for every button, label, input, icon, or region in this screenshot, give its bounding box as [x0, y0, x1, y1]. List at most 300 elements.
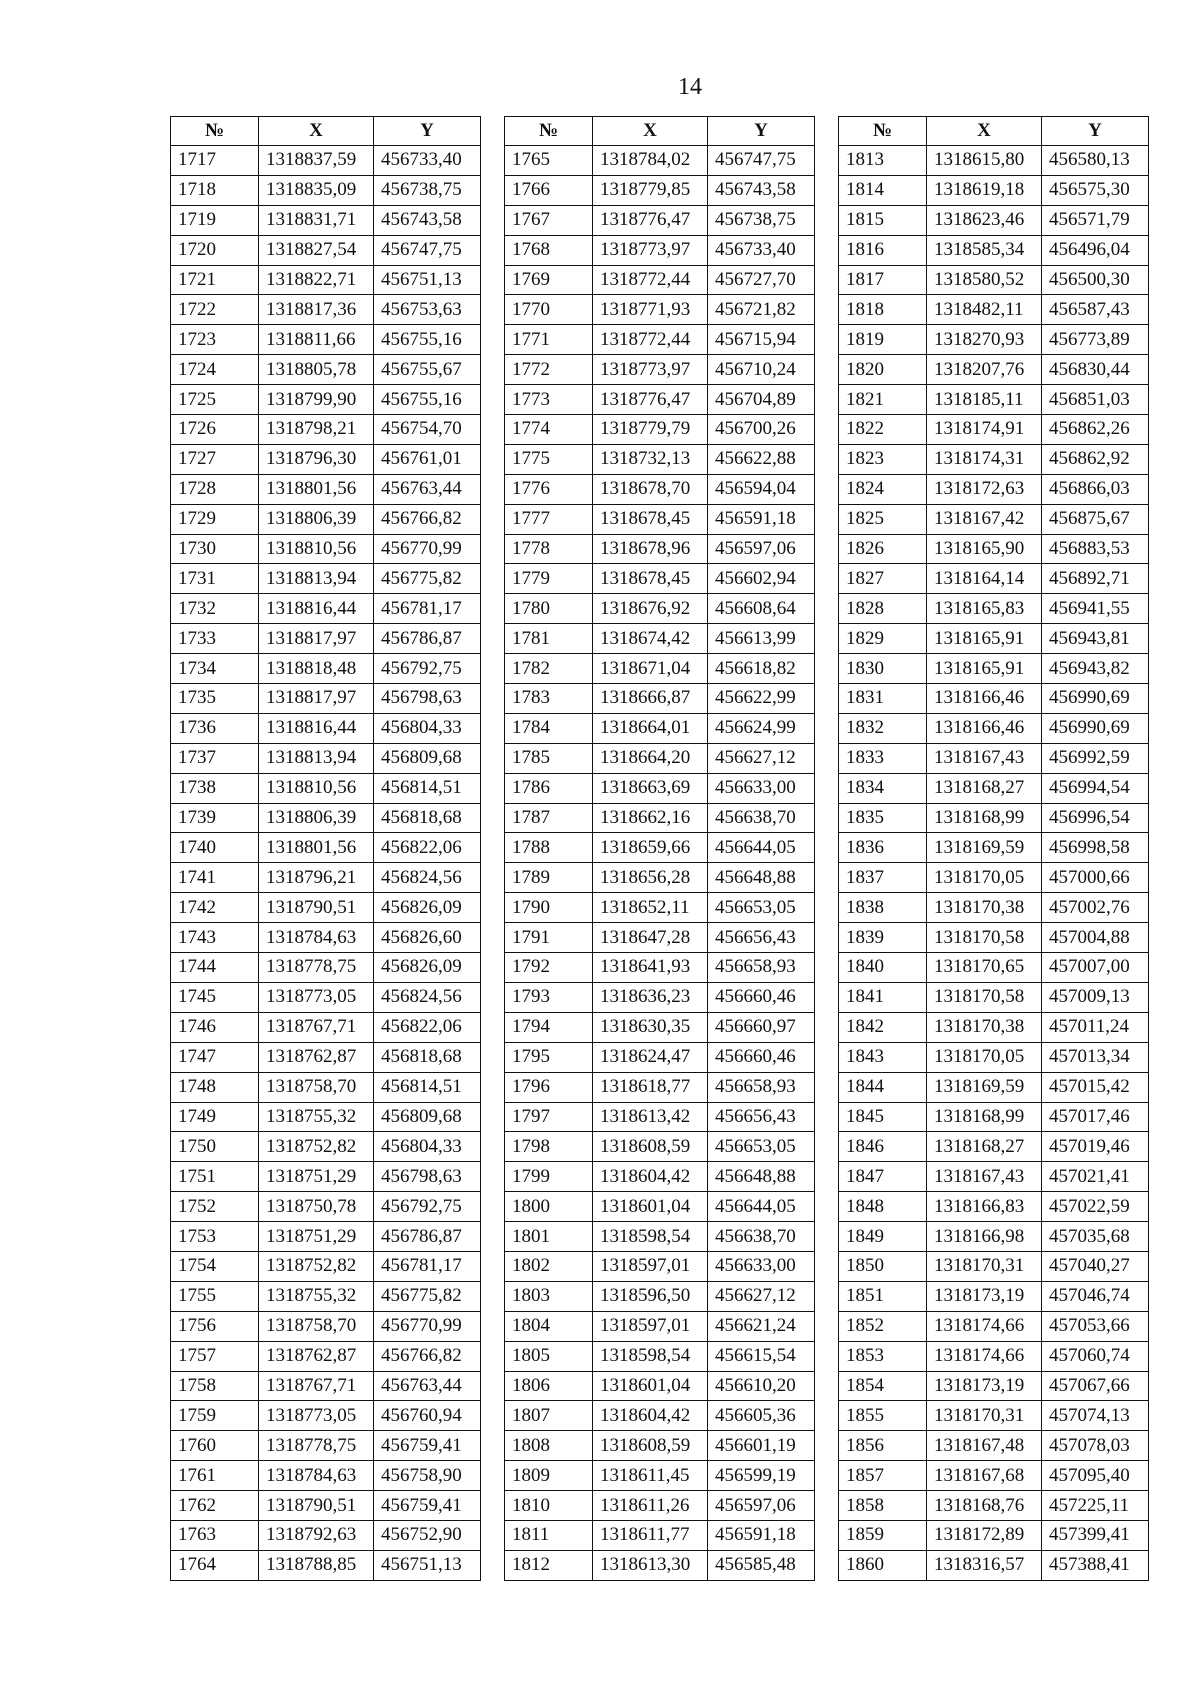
table-row: [171, 594, 481, 624]
header-x: X: [259, 117, 374, 146]
table-row: [171, 504, 481, 534]
table-row: [505, 624, 815, 654]
y-coordinate: 456747,75: [374, 235, 481, 265]
table-row: [171, 1012, 481, 1042]
y-coordinate: 457035,68: [1042, 1222, 1149, 1252]
table-row: [505, 1371, 815, 1401]
x-coordinate: 1318767,71: [259, 1371, 374, 1401]
table-row: [839, 713, 1149, 743]
point-number: 1843: [839, 1042, 927, 1072]
y-coordinate: 456710,24: [708, 355, 815, 385]
point-number: 1764: [171, 1550, 259, 1580]
point-number: 1801: [505, 1222, 593, 1252]
x-coordinate: 1318806,39: [259, 803, 374, 833]
x-coordinate: 1318169,59: [927, 1072, 1042, 1102]
point-number: 1762: [171, 1491, 259, 1521]
y-coordinate: 456792,75: [374, 654, 481, 684]
point-number: 1805: [505, 1341, 593, 1371]
y-coordinate: 456766,82: [374, 1341, 481, 1371]
x-coordinate: 1318779,79: [593, 415, 708, 445]
x-coordinate: 1318611,26: [593, 1491, 708, 1521]
y-coordinate: 456715,94: [708, 325, 815, 355]
point-number: 1799: [505, 1162, 593, 1192]
y-coordinate: 456851,03: [1042, 385, 1149, 415]
y-coordinate: 456883,53: [1042, 534, 1149, 564]
y-coordinate: 456700,26: [708, 415, 815, 445]
header-x: X: [927, 117, 1042, 146]
y-coordinate: 456743,58: [708, 175, 815, 205]
y-coordinate: 456597,06: [708, 534, 815, 564]
y-coordinate: 456781,17: [374, 1251, 481, 1281]
x-coordinate: 1318623,46: [927, 205, 1042, 235]
x-coordinate: 1318615,80: [927, 146, 1042, 176]
table-row: [839, 684, 1149, 714]
point-number: 1855: [839, 1401, 927, 1431]
table-row: [505, 355, 815, 385]
x-coordinate: 1318167,43: [927, 743, 1042, 773]
point-number: 1737: [171, 743, 259, 773]
header-y: Y: [708, 117, 815, 146]
y-coordinate: 456721,82: [708, 295, 815, 325]
table-row: [839, 146, 1149, 176]
table-row: [171, 773, 481, 803]
table-row: [171, 1431, 481, 1461]
table-row: [171, 1162, 481, 1192]
x-coordinate: 1318767,71: [259, 1012, 374, 1042]
point-number: 1746: [171, 1012, 259, 1042]
y-coordinate: 456763,44: [374, 1371, 481, 1401]
table-row: [839, 893, 1149, 923]
point-number: 1735: [171, 684, 259, 714]
point-number: 1816: [839, 235, 927, 265]
y-coordinate: 457004,88: [1042, 923, 1149, 953]
y-coordinate: 457225,11: [1042, 1491, 1149, 1521]
x-coordinate: 1318172,63: [927, 474, 1042, 504]
table-row: [171, 1251, 481, 1281]
table-row: [505, 1311, 815, 1341]
x-coordinate: 1318170,31: [927, 1251, 1042, 1281]
table-row: [839, 833, 1149, 863]
point-number: 1803: [505, 1281, 593, 1311]
table-row: [839, 265, 1149, 295]
y-coordinate: 456826,09: [374, 953, 481, 983]
y-coordinate: 456656,43: [708, 1102, 815, 1132]
point-number: 1728: [171, 474, 259, 504]
point-number: 1856: [839, 1431, 927, 1461]
y-coordinate: 456875,67: [1042, 504, 1149, 534]
y-coordinate: 456770,99: [374, 534, 481, 564]
x-coordinate: 1318784,63: [259, 1461, 374, 1491]
x-coordinate: 1318773,97: [593, 235, 708, 265]
point-number: 1785: [505, 743, 593, 773]
point-number: 1732: [171, 594, 259, 624]
point-number: 1827: [839, 564, 927, 594]
table-row: [171, 1550, 481, 1580]
x-coordinate: 1318166,83: [927, 1192, 1042, 1222]
y-coordinate: 456658,93: [708, 953, 815, 983]
x-coordinate: 1318752,82: [259, 1251, 374, 1281]
table-row: [171, 205, 481, 235]
table-row: [505, 923, 815, 953]
x-coordinate: 1318596,50: [593, 1281, 708, 1311]
table-row: [839, 803, 1149, 833]
table-row: [171, 1520, 481, 1550]
x-coordinate: 1318817,36: [259, 295, 374, 325]
table-row: [839, 1401, 1149, 1431]
coordinate-tables: [170, 116, 1150, 1596]
x-coordinate: 1318170,38: [927, 1012, 1042, 1042]
y-coordinate: 456943,81: [1042, 624, 1149, 654]
x-coordinate: 1318762,87: [259, 1042, 374, 1072]
point-number: 1832: [839, 713, 927, 743]
x-coordinate: 1318788,85: [259, 1550, 374, 1580]
point-number: 1748: [171, 1072, 259, 1102]
y-coordinate: 456824,56: [374, 982, 481, 1012]
y-coordinate: 456755,16: [374, 325, 481, 355]
point-number: 1852: [839, 1311, 927, 1341]
table-row: [505, 743, 815, 773]
x-coordinate: 1318678,96: [593, 534, 708, 564]
point-number: 1717: [171, 146, 259, 176]
y-coordinate: 456727,70: [708, 265, 815, 295]
point-number: 1848: [839, 1192, 927, 1222]
point-number: 1823: [839, 444, 927, 474]
point-number: 1751: [171, 1162, 259, 1192]
y-coordinate: 457000,66: [1042, 863, 1149, 893]
x-coordinate: 1318174,66: [927, 1341, 1042, 1371]
y-coordinate: 456644,05: [708, 1192, 815, 1222]
point-number: 1740: [171, 833, 259, 863]
y-coordinate: 456594,04: [708, 474, 815, 504]
y-coordinate: 456773,89: [1042, 325, 1149, 355]
x-coordinate: 1318601,04: [593, 1371, 708, 1401]
point-number: 1765: [505, 146, 593, 176]
y-coordinate: 456992,59: [1042, 743, 1149, 773]
point-number: 1792: [505, 953, 593, 983]
point-number: 1806: [505, 1371, 593, 1401]
point-number: 1845: [839, 1102, 927, 1132]
table-row: [839, 1012, 1149, 1042]
y-coordinate: 456653,05: [708, 1132, 815, 1162]
y-coordinate: 456775,82: [374, 1281, 481, 1311]
point-number: 1743: [171, 923, 259, 953]
x-coordinate: 1318166,46: [927, 713, 1042, 743]
y-coordinate: 457040,27: [1042, 1251, 1149, 1281]
table-row: [171, 953, 481, 983]
y-coordinate: 456822,06: [374, 833, 481, 863]
table-row: [171, 385, 481, 415]
table-row: [505, 1192, 815, 1222]
y-coordinate: 456610,20: [708, 1371, 815, 1401]
x-coordinate: 1318816,44: [259, 594, 374, 624]
y-coordinate: 456826,09: [374, 893, 481, 923]
table-row: [171, 1102, 481, 1132]
table-row: [171, 923, 481, 953]
y-coordinate: 457013,34: [1042, 1042, 1149, 1072]
x-coordinate: 1318778,75: [259, 953, 374, 983]
y-coordinate: 457060,74: [1042, 1341, 1149, 1371]
x-coordinate: 1318817,97: [259, 684, 374, 714]
y-coordinate: 456822,06: [374, 1012, 481, 1042]
point-number: 1810: [505, 1491, 593, 1521]
y-coordinate: 456824,56: [374, 863, 481, 893]
y-coordinate: 457053,66: [1042, 1311, 1149, 1341]
point-number: 1774: [505, 415, 593, 445]
x-coordinate: 1318173,19: [927, 1281, 1042, 1311]
point-number: 1778: [505, 534, 593, 564]
y-coordinate: 456622,99: [708, 684, 815, 714]
table-header-row: [505, 117, 815, 146]
x-coordinate: 1318168,99: [927, 1102, 1042, 1132]
x-coordinate: 1318827,54: [259, 235, 374, 265]
x-coordinate: 1318762,87: [259, 1341, 374, 1371]
point-number: 1776: [505, 474, 593, 504]
point-number: 1854: [839, 1371, 927, 1401]
y-coordinate: 456754,70: [374, 415, 481, 445]
point-number: 1749: [171, 1102, 259, 1132]
point-number: 1837: [839, 863, 927, 893]
x-coordinate: 1318810,56: [259, 773, 374, 803]
table-row: [505, 564, 815, 594]
table-row: [171, 1341, 481, 1371]
x-coordinate: 1318784,63: [259, 923, 374, 953]
y-coordinate: 456814,51: [374, 1072, 481, 1102]
point-number: 1836: [839, 833, 927, 863]
table-row: [505, 444, 815, 474]
x-coordinate: 1318790,51: [259, 1491, 374, 1521]
point-number: 1826: [839, 534, 927, 564]
y-coordinate: 456809,68: [374, 743, 481, 773]
y-coordinate: 456571,79: [1042, 205, 1149, 235]
y-coordinate: 456656,43: [708, 923, 815, 953]
x-coordinate: 1318168,76: [927, 1491, 1042, 1521]
y-coordinate: 456760,94: [374, 1401, 481, 1431]
table-row: [505, 1550, 815, 1580]
point-number: 1727: [171, 444, 259, 474]
x-coordinate: 1318801,56: [259, 833, 374, 863]
table-row: [839, 474, 1149, 504]
y-coordinate: 456786,87: [374, 1222, 481, 1252]
point-number: 1825: [839, 504, 927, 534]
y-coordinate: 456862,26: [1042, 415, 1149, 445]
y-coordinate: 456996,54: [1042, 803, 1149, 833]
x-coordinate: 1318618,77: [593, 1072, 708, 1102]
y-coordinate: 456627,12: [708, 1281, 815, 1311]
point-number: 1857: [839, 1461, 927, 1491]
point-number: 1723: [171, 325, 259, 355]
y-coordinate: 456994,54: [1042, 773, 1149, 803]
point-number: 1729: [171, 504, 259, 534]
table-row: [505, 1431, 815, 1461]
point-number: 1726: [171, 415, 259, 445]
table-row: [171, 534, 481, 564]
x-coordinate: 1318166,46: [927, 684, 1042, 714]
table-row: [839, 863, 1149, 893]
point-number: 1796: [505, 1072, 593, 1102]
point-number: 1787: [505, 803, 593, 833]
y-coordinate: 456733,40: [708, 235, 815, 265]
table-row: [839, 1341, 1149, 1371]
x-coordinate: 1318482,11: [927, 295, 1042, 325]
x-coordinate: 1318170,65: [927, 953, 1042, 983]
x-coordinate: 1318790,51: [259, 893, 374, 923]
y-coordinate: 456648,88: [708, 1162, 815, 1192]
table-row: [505, 1491, 815, 1521]
point-number: 1813: [839, 146, 927, 176]
x-coordinate: 1318755,32: [259, 1281, 374, 1311]
point-number: 1763: [171, 1520, 259, 1550]
table-row: [839, 953, 1149, 983]
table-row: [505, 325, 815, 355]
y-coordinate: 456660,97: [708, 1012, 815, 1042]
y-coordinate: 456755,67: [374, 355, 481, 385]
y-coordinate: 456496,04: [1042, 235, 1149, 265]
y-coordinate: 456624,99: [708, 713, 815, 743]
table-row: [505, 1102, 815, 1132]
y-coordinate: 456660,46: [708, 982, 815, 1012]
x-coordinate: 1318776,47: [593, 385, 708, 415]
x-coordinate: 1318597,01: [593, 1311, 708, 1341]
point-number: 1786: [505, 773, 593, 803]
table-row: [505, 684, 815, 714]
x-coordinate: 1318778,75: [259, 1431, 374, 1461]
table-row: [839, 1192, 1149, 1222]
x-coordinate: 1318316,57: [927, 1550, 1042, 1580]
x-coordinate: 1318752,82: [259, 1132, 374, 1162]
point-number: 1818: [839, 295, 927, 325]
x-coordinate: 1318664,01: [593, 713, 708, 743]
table-row: [505, 385, 815, 415]
point-number: 1719: [171, 205, 259, 235]
point-number: 1767: [505, 205, 593, 235]
x-coordinate: 1318611,77: [593, 1520, 708, 1550]
point-number: 1761: [171, 1461, 259, 1491]
x-coordinate: 1318773,97: [593, 355, 708, 385]
x-coordinate: 1318598,54: [593, 1341, 708, 1371]
point-number: 1798: [505, 1132, 593, 1162]
point-number: 1741: [171, 863, 259, 893]
y-coordinate: 456759,41: [374, 1431, 481, 1461]
table-row: [505, 415, 815, 445]
y-coordinate: 456615,54: [708, 1341, 815, 1371]
table-row: [171, 893, 481, 923]
y-coordinate: 456781,17: [374, 594, 481, 624]
table-row: [839, 624, 1149, 654]
x-coordinate: 1318608,59: [593, 1431, 708, 1461]
x-coordinate: 1318174,66: [927, 1311, 1042, 1341]
table-header-row: [171, 117, 481, 146]
point-number: 1839: [839, 923, 927, 953]
x-coordinate: 1318167,68: [927, 1461, 1042, 1491]
x-coordinate: 1318801,56: [259, 474, 374, 504]
y-coordinate: 456770,99: [374, 1311, 481, 1341]
table-row: [839, 1132, 1149, 1162]
x-coordinate: 1318755,32: [259, 1102, 374, 1132]
point-number: 1755: [171, 1281, 259, 1311]
point-number: 1722: [171, 295, 259, 325]
point-number: 1744: [171, 953, 259, 983]
x-coordinate: 1318601,04: [593, 1192, 708, 1222]
x-coordinate: 1318598,54: [593, 1222, 708, 1252]
x-coordinate: 1318805,78: [259, 355, 374, 385]
x-coordinate: 1318611,45: [593, 1461, 708, 1491]
y-coordinate: 457067,66: [1042, 1371, 1149, 1401]
y-coordinate: 456658,93: [708, 1072, 815, 1102]
point-number: 1720: [171, 235, 259, 265]
y-coordinate: 457009,13: [1042, 982, 1149, 1012]
table-row: [505, 1012, 815, 1042]
table-row: [505, 1281, 815, 1311]
x-coordinate: 1318835,09: [259, 175, 374, 205]
table-row: [505, 534, 815, 564]
table-row: [505, 1132, 815, 1162]
y-coordinate: 457388,41: [1042, 1550, 1149, 1580]
point-number: 1731: [171, 564, 259, 594]
x-coordinate: 1318165,91: [927, 654, 1042, 684]
x-coordinate: 1318773,05: [259, 982, 374, 1012]
point-number: 1802: [505, 1251, 593, 1281]
x-coordinate: 1318678,45: [593, 504, 708, 534]
table-row: [839, 594, 1149, 624]
y-coordinate: 457078,03: [1042, 1431, 1149, 1461]
point-number: 1851: [839, 1281, 927, 1311]
x-coordinate: 1318613,30: [593, 1550, 708, 1580]
x-coordinate: 1318837,59: [259, 146, 374, 176]
table-row: [839, 355, 1149, 385]
x-coordinate: 1318597,01: [593, 1251, 708, 1281]
y-coordinate: 456804,33: [374, 1132, 481, 1162]
y-coordinate: 456587,43: [1042, 295, 1149, 325]
x-coordinate: 1318166,98: [927, 1222, 1042, 1252]
header-number: №: [505, 117, 593, 146]
table-row: [505, 1162, 815, 1192]
point-number: 1811: [505, 1520, 593, 1550]
x-coordinate: 1318170,38: [927, 893, 1042, 923]
table-row: [171, 235, 481, 265]
table-row: [505, 863, 815, 893]
x-coordinate: 1318674,42: [593, 624, 708, 654]
y-coordinate: 456826,60: [374, 923, 481, 953]
point-number: 1809: [505, 1461, 593, 1491]
table-row: [505, 953, 815, 983]
y-coordinate: 456704,89: [708, 385, 815, 415]
table-row: [839, 773, 1149, 803]
point-number: 1754: [171, 1251, 259, 1281]
table-row: [505, 474, 815, 504]
y-coordinate: 457017,46: [1042, 1102, 1149, 1132]
point-number: 1766: [505, 175, 593, 205]
x-coordinate: 1318647,28: [593, 923, 708, 953]
table-row: [171, 265, 481, 295]
point-number: 1760: [171, 1431, 259, 1461]
y-coordinate: 456755,16: [374, 385, 481, 415]
point-number: 1844: [839, 1072, 927, 1102]
point-number: 1840: [839, 953, 927, 983]
header-y: Y: [374, 117, 481, 146]
y-coordinate: 456998,58: [1042, 833, 1149, 863]
x-coordinate: 1318676,92: [593, 594, 708, 624]
table-row: [839, 982, 1149, 1012]
table-row: [505, 146, 815, 176]
y-coordinate: 456752,90: [374, 1520, 481, 1550]
y-coordinate: 456622,88: [708, 444, 815, 474]
x-coordinate: 1318585,34: [927, 235, 1042, 265]
table-row: [505, 654, 815, 684]
point-number: 1779: [505, 564, 593, 594]
table-row: [839, 295, 1149, 325]
point-number: 1831: [839, 684, 927, 714]
y-coordinate: 456990,69: [1042, 684, 1149, 714]
